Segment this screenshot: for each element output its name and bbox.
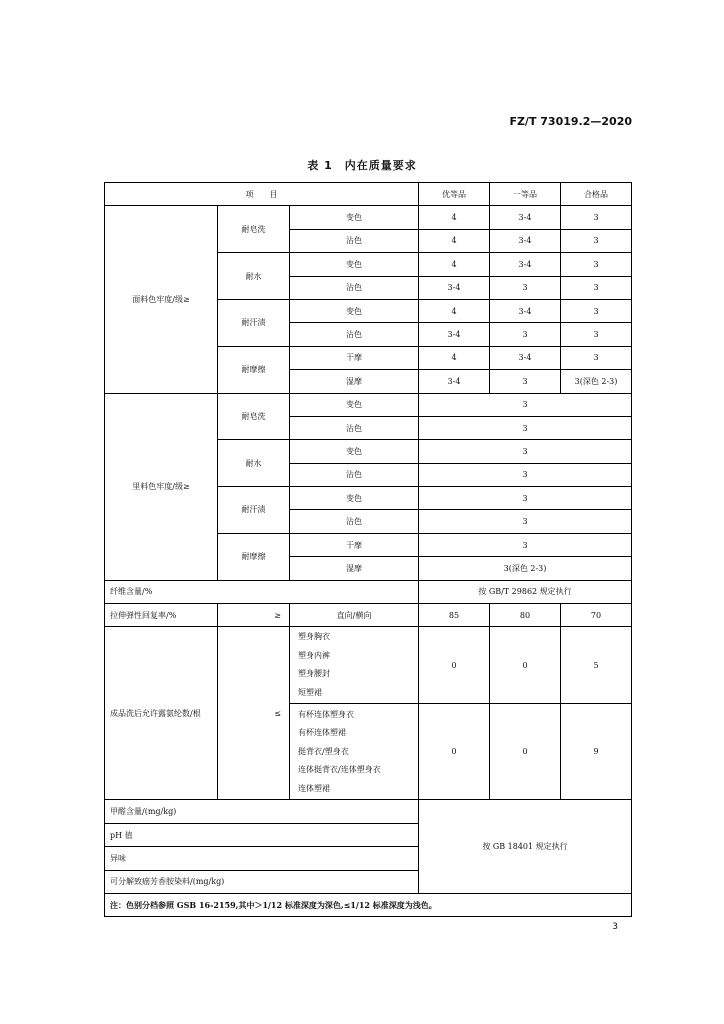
table-title: 表 1 内在质量要求 bbox=[307, 159, 417, 172]
table-row bbox=[105, 893, 632, 916]
header-row bbox=[105, 183, 632, 206]
stretch-symbol: ≥ bbox=[218, 604, 290, 627]
sub-label: 湿摩 bbox=[290, 557, 419, 580]
sub-label: 沾色 bbox=[290, 416, 419, 439]
value-cell: 3 bbox=[561, 229, 632, 252]
sub-label: 沾色 bbox=[290, 229, 419, 252]
group-label: 耐水 bbox=[218, 440, 290, 487]
value-cell: 3 bbox=[419, 393, 632, 416]
table-row bbox=[105, 604, 632, 627]
value-cell: 4 bbox=[419, 299, 490, 322]
fiber-value: 按 GB/T 29862 规定执行 bbox=[419, 580, 632, 603]
exposed-label: 成品洗后允许露氨纶数/根 bbox=[105, 627, 218, 800]
value-cell: 3 bbox=[561, 276, 632, 299]
value-cell: 3 bbox=[561, 206, 632, 229]
page-number: 3 bbox=[612, 922, 618, 932]
sub-label: 干摩 bbox=[290, 533, 419, 556]
value-cell: 4 bbox=[419, 253, 490, 276]
value-cell: 4 bbox=[419, 229, 490, 252]
sub-label: 沾色 bbox=[290, 510, 419, 533]
value-cell: 3 bbox=[490, 323, 561, 346]
table-note: 注：色别分档参照 GSB 16-2159,其中＞1/12 标准深度为深色,≤1/12 标准深度为浅色。 bbox=[105, 893, 632, 916]
list-item: 挺背衣/塑身衣 bbox=[298, 746, 349, 756]
standard-code: FZ/T 73019.2—2020 bbox=[509, 115, 632, 128]
list-item: 连体挺背衣/连体塑身衣 bbox=[298, 765, 381, 775]
group-label: 耐皂洗 bbox=[218, 206, 290, 253]
odor-label: 异味 bbox=[105, 847, 419, 870]
formaldehyde-label: 甲醛含量/(mg/kg) bbox=[105, 800, 419, 823]
value-cell: 3 bbox=[561, 346, 632, 369]
group-label: 耐汗渍 bbox=[218, 299, 290, 346]
col-item: 项 目 bbox=[105, 183, 419, 206]
quality-requirements-table bbox=[104, 182, 632, 917]
value-cell: 5 bbox=[561, 627, 632, 704]
list-item: 短塑裙 bbox=[298, 687, 322, 697]
value-cell: 3-4 bbox=[490, 229, 561, 252]
sub-label: 干摩 bbox=[290, 346, 419, 369]
sub-label: 沾色 bbox=[290, 463, 419, 486]
sub-label: 变色 bbox=[290, 299, 419, 322]
sub-label: 变色 bbox=[290, 487, 419, 510]
list-item: 塑身内裤 bbox=[298, 650, 330, 660]
list-item: 塑身胸衣 bbox=[298, 632, 330, 642]
table-row bbox=[105, 800, 632, 823]
col-grade-superior: 优等品 bbox=[419, 183, 490, 206]
group-label: 耐摩擦 bbox=[218, 533, 290, 580]
gb18401-value: 按 GB 18401 规定执行 bbox=[419, 800, 632, 894]
value-cell: 3 bbox=[490, 276, 561, 299]
table-row bbox=[105, 580, 632, 603]
value-cell: 3-4 bbox=[490, 206, 561, 229]
value-cell: 3 bbox=[561, 253, 632, 276]
table-row bbox=[105, 206, 632, 229]
value-cell: 0 bbox=[490, 627, 561, 704]
value-cell: 3-4 bbox=[419, 370, 490, 393]
amine-dye-label: 可分解致癌芳香胺染料/(mg/kg) bbox=[105, 870, 419, 893]
value-cell: 3 bbox=[561, 299, 632, 322]
list-item: 连体塑裙 bbox=[298, 783, 330, 793]
value-cell: 3-4 bbox=[490, 253, 561, 276]
value-cell: 3(深色 2-3) bbox=[561, 370, 632, 393]
value-cell: 3 bbox=[419, 533, 632, 556]
value-cell: 4 bbox=[419, 206, 490, 229]
value-cell: 3 bbox=[490, 370, 561, 393]
table-row bbox=[105, 627, 632, 704]
value-cell: 3-4 bbox=[490, 346, 561, 369]
value-cell: 3 bbox=[419, 463, 632, 486]
garment-list-2 bbox=[290, 704, 419, 800]
value-cell: 4 bbox=[419, 346, 490, 369]
group-label: 耐水 bbox=[218, 253, 290, 300]
sub-label: 湿摩 bbox=[290, 370, 419, 393]
value-cell: 3(深色 2-3) bbox=[419, 557, 632, 580]
value-cell: 0 bbox=[419, 704, 490, 800]
stretch-direction: 直向/横向 bbox=[290, 604, 419, 627]
value-cell: 0 bbox=[490, 704, 561, 800]
list-item: 塑身腰封 bbox=[298, 669, 330, 679]
value-cell: 3 bbox=[419, 487, 632, 510]
sub-label: 变色 bbox=[290, 393, 419, 416]
value-cell: 80 bbox=[490, 604, 561, 627]
garment-list-1 bbox=[290, 627, 419, 704]
group-label: 耐摩擦 bbox=[218, 346, 290, 393]
col-grade-first: 一等品 bbox=[490, 183, 561, 206]
ph-label: pH 值 bbox=[105, 823, 419, 846]
sub-label: 变色 bbox=[290, 206, 419, 229]
value-cell: 3 bbox=[561, 323, 632, 346]
stretch-label: 拉伸弹性回复率/% bbox=[105, 604, 218, 627]
value-cell: 0 bbox=[419, 627, 490, 704]
list-item: 有杯连体塑身衣 bbox=[298, 709, 354, 719]
exposed-symbol: ≤ bbox=[218, 627, 290, 800]
value-cell: 70 bbox=[561, 604, 632, 627]
group-label: 耐汗渍 bbox=[218, 487, 290, 534]
value-cell: 85 bbox=[419, 604, 490, 627]
col-grade-qualified: 合格品 bbox=[561, 183, 632, 206]
fiber-label: 纤维含量/% bbox=[105, 580, 419, 603]
value-cell: 3-4 bbox=[419, 276, 490, 299]
list-item: 有杯连体塑裙 bbox=[298, 728, 346, 738]
value-cell: 3 bbox=[419, 510, 632, 533]
sub-label: 变色 bbox=[290, 440, 419, 463]
table-row bbox=[105, 393, 632, 416]
group-label: 耐皂洗 bbox=[218, 393, 290, 440]
lining-label: 里料色牢度/级≥ bbox=[105, 393, 218, 580]
value-cell: 3 bbox=[419, 416, 632, 439]
shell-label: 面料色牢度/级≥ bbox=[105, 206, 218, 393]
value-cell: 9 bbox=[561, 704, 632, 800]
value-cell: 3 bbox=[419, 440, 632, 463]
sub-label: 沾色 bbox=[290, 276, 419, 299]
value-cell: 3-4 bbox=[490, 299, 561, 322]
value-cell: 3-4 bbox=[419, 323, 490, 346]
sub-label: 沾色 bbox=[290, 323, 419, 346]
sub-label: 变色 bbox=[290, 253, 419, 276]
